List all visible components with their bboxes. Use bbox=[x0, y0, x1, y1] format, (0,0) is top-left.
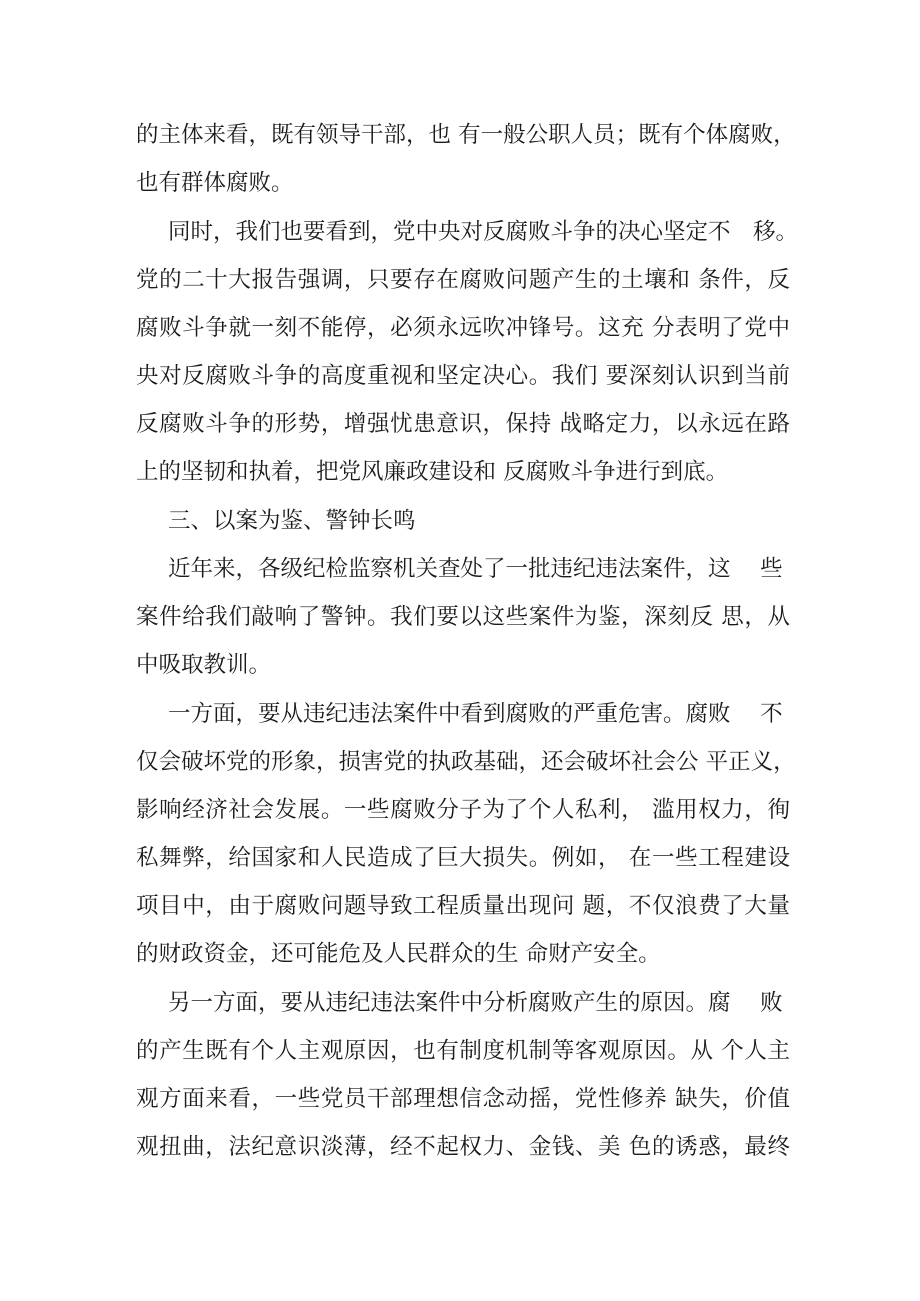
text-line: 央对反腐败斗争的高度重视和坚定决心。我们 要深刻认识到当前 bbox=[136, 363, 790, 389]
text-line: 案件给我们敲响了警钟。我们要以这些案件为鉴，深刻反 思，从 bbox=[136, 604, 790, 630]
paragraph-first-line: 另一方面，要从违纪违法案件中分析腐败产生的原因。腐 败 bbox=[168, 990, 783, 1016]
text-line: 观方面来看，一些党员干部理想信念动摇，党性修养 缺失，价值 bbox=[136, 1086, 790, 1112]
paragraph-first-line: 同时，我们也要看到，党中央对反腐败斗争的决心坚定不 移。 bbox=[168, 219, 799, 245]
section-heading: 三、以案为鉴、警钟长鸣 bbox=[168, 508, 416, 534]
text-line: 反腐败斗争的形势，增强忧患意识，保持 战略定力，以永远在路 bbox=[136, 411, 790, 437]
text-line: 党的二十大报告强调，只要存在腐败问题产生的土壤和 条件，反 bbox=[136, 267, 790, 293]
text-line: 腐败斗争就一刻不能停，必须永远吹冲锋号。这充 分表明了党中 bbox=[136, 315, 790, 341]
text-line: 中吸取教训。 bbox=[136, 652, 272, 678]
text-line: 影响经济社会发展。一些腐败分子为了个人私利， 滥用权力，徇 bbox=[136, 797, 790, 823]
text-line: 的产生既有个人主观原因，也有制度机制等客观原因。从 个人主 bbox=[136, 1038, 790, 1064]
paragraph-first-line: 近年来，各级纪检监察机关查处了一批违纪违法案件，这 些 bbox=[168, 556, 783, 582]
text-line: 的主体来看，既有领导干部，也 有一般公职人员；既有个体腐败， bbox=[136, 122, 796, 148]
text-line: 项目中，由于腐败问题导致工程质量出现问 题，不仅浪费了大量 bbox=[136, 893, 790, 919]
text-line: 上的坚韧和执着，把党风廉政建设和 反腐败斗争进行到底。 bbox=[136, 459, 729, 485]
paragraph-first-line: 一方面，要从违纪违法案件中看到腐败的严重危害。腐败 不 bbox=[168, 701, 783, 727]
text-line: 仅会破坏党的形象，损害党的执政基础，还会破坏社会公 平正义， bbox=[136, 749, 796, 775]
text-line: 也有群体腐败。 bbox=[136, 170, 294, 196]
text-line: 私舞弊，给国家和人民造成了巨大损失。例如， 在一些工程建设 bbox=[136, 845, 790, 871]
text-line: 观扭曲，法纪意识淡薄，经不起权力、金钱、美 色的诱惑，最终 bbox=[136, 1134, 790, 1160]
text-line: 的财政资金，还可能危及人民群众的生 命财产安全。 bbox=[136, 941, 661, 967]
